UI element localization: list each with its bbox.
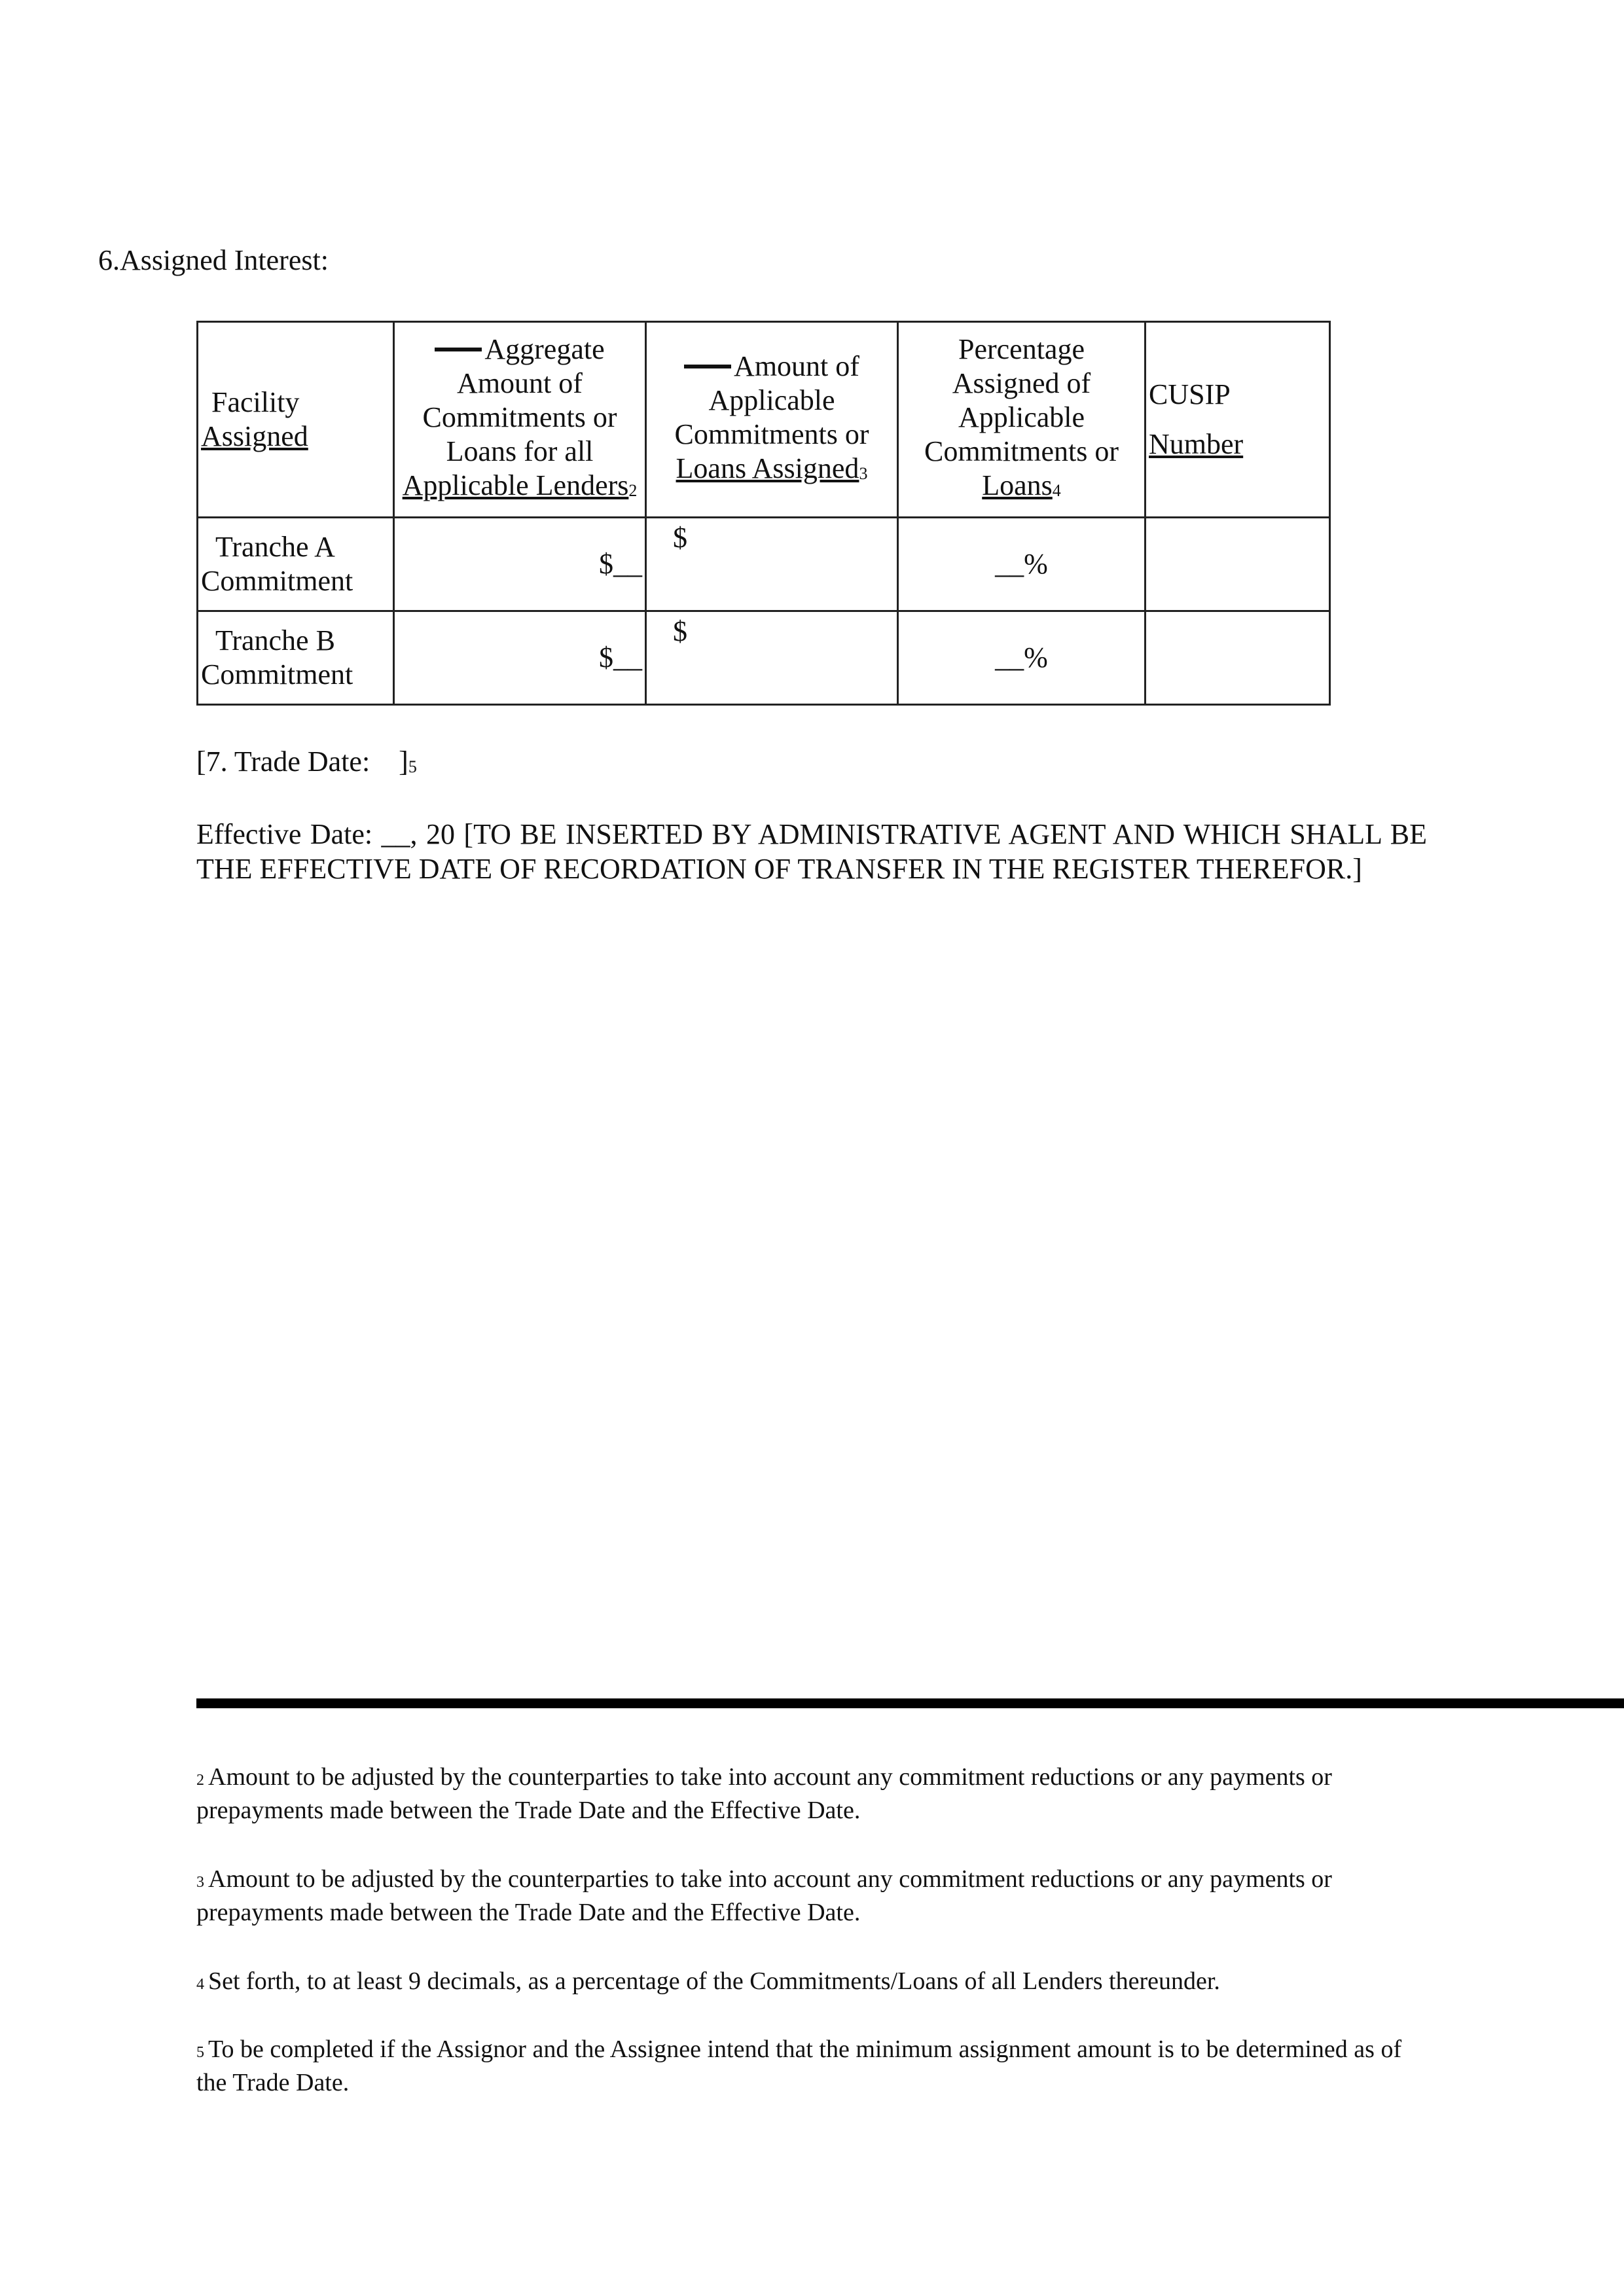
header-aggregate-line4: Loans for all [446, 435, 594, 467]
row-aggregate-cell[interactable]: $__ [394, 518, 646, 611]
header-cusip-line1: CUSIP [1149, 378, 1231, 410]
row-facility-line1: Tranche B [215, 624, 335, 656]
table-row [198, 518, 1330, 611]
header-percentage-line2: Assigned of [952, 367, 1091, 399]
row-facility-line1: Tranche A [215, 531, 335, 563]
row-facility-line2: Commitment [201, 565, 353, 597]
header-aggregate-amount [394, 322, 646, 518]
footnote-number: 4 [196, 1976, 204, 1993]
footnote-text: Set forth, to at least 9 decimals, as a percentage of the Commitments/Loans of all Lenders thereunder. [208, 1967, 1220, 1995]
row-amount-cell[interactable]: $ [646, 611, 898, 705]
header-amount-assigned [646, 322, 898, 518]
row-cusip-cell[interactable] [1146, 518, 1330, 611]
header-amount-line1: Amount of [734, 350, 859, 382]
table-row [198, 611, 1330, 705]
section-title: 6.Assigned Interest: [98, 244, 329, 276]
footnote-text: Amount to be adjusted by the counterparties to take into account any commitment reductions or any payments or prepayments made between the Trade Date and the Effective Date. [196, 1865, 1332, 1926]
row-amount-cell[interactable]: $ [646, 518, 898, 611]
footnote-ref-2[interactable]: 2 [628, 481, 638, 500]
header-amount-line2: Applicable [708, 384, 835, 416]
footnote-number: 5 [196, 2044, 204, 2061]
header-aggregate-line1: Aggregate [484, 333, 605, 365]
header-aggregate-line3: Commitments or [422, 401, 617, 433]
footnote-separator [196, 1698, 1624, 1708]
row-aggregate-cell[interactable]: $__ [394, 611, 646, 705]
table-header-row [198, 322, 1330, 518]
header-percentage-assigned [898, 322, 1146, 518]
footnote-ref-4[interactable]: 4 [1052, 481, 1061, 500]
row-facility-cell [198, 518, 394, 611]
assigned-interest-table [196, 321, 1331, 706]
dash-mark [435, 348, 482, 351]
header-facility-line1: Facility [211, 386, 300, 418]
header-facility-line2: Assigned [201, 420, 308, 452]
header-aggregate-line2: Amount of [457, 367, 583, 399]
footnote-number: 2 [196, 1772, 204, 1789]
footnote-3 [196, 1864, 1427, 1928]
row-cusip-cell[interactable] [1146, 611, 1330, 705]
trade-date [196, 745, 417, 778]
header-percentage-line5: Loans [982, 469, 1053, 501]
footnote-ref-3[interactable]: 3 [859, 464, 868, 483]
header-percentage-line3: Applicable [958, 401, 1085, 433]
footnote-text: Amount to be adjusted by the counterparties to take into account any commitment reductions or any payments or prepayments made between the Trade Date and the Effective Date. [196, 1763, 1332, 1824]
footnote-4 [196, 1966, 1427, 2000]
dash-mark [684, 365, 731, 368]
header-percentage-line4: Commitments or [924, 435, 1119, 467]
trade-date-text: [7. Trade Date: ] [196, 745, 408, 778]
footnote-text: To be completed if the Assignor and the Assignee intend that the minimum assignment amount is to be determined as of the Trade Date. [196, 2036, 1402, 2096]
header-aggregate-line5: Applicable Lenders [402, 469, 629, 501]
header-cusip-line2: Number [1149, 428, 1244, 460]
header-percentage-line1: Percentage [958, 333, 1085, 365]
header-amount-line3: Commitments or [674, 418, 869, 450]
footnote-2 [196, 1762, 1427, 1825]
row-facility-cell [198, 611, 394, 705]
footnote-number: 3 [196, 1874, 204, 1891]
header-cusip-number [1146, 322, 1330, 518]
header-amount-line4: Loans Assigned [676, 452, 859, 484]
row-percentage-cell[interactable]: __% [898, 518, 1146, 611]
row-facility-line2: Commitment [201, 658, 353, 691]
footnote-ref-5[interactable]: 5 [408, 757, 417, 776]
row-percentage-cell[interactable]: __% [898, 611, 1146, 705]
effective-date-paragraph: Effective Date: __, 20 [TO BE INSERTED BY ADMINISTRATIVE AGENT AND WHICH SHALL BE THE EFFECTIVE DATE OF RECORDATION OF TRANSFER IN THE REGISTER THEREFOR.] [196, 818, 1427, 885]
footnote-5 [196, 2034, 1427, 2098]
header-facility-assigned [198, 322, 394, 518]
